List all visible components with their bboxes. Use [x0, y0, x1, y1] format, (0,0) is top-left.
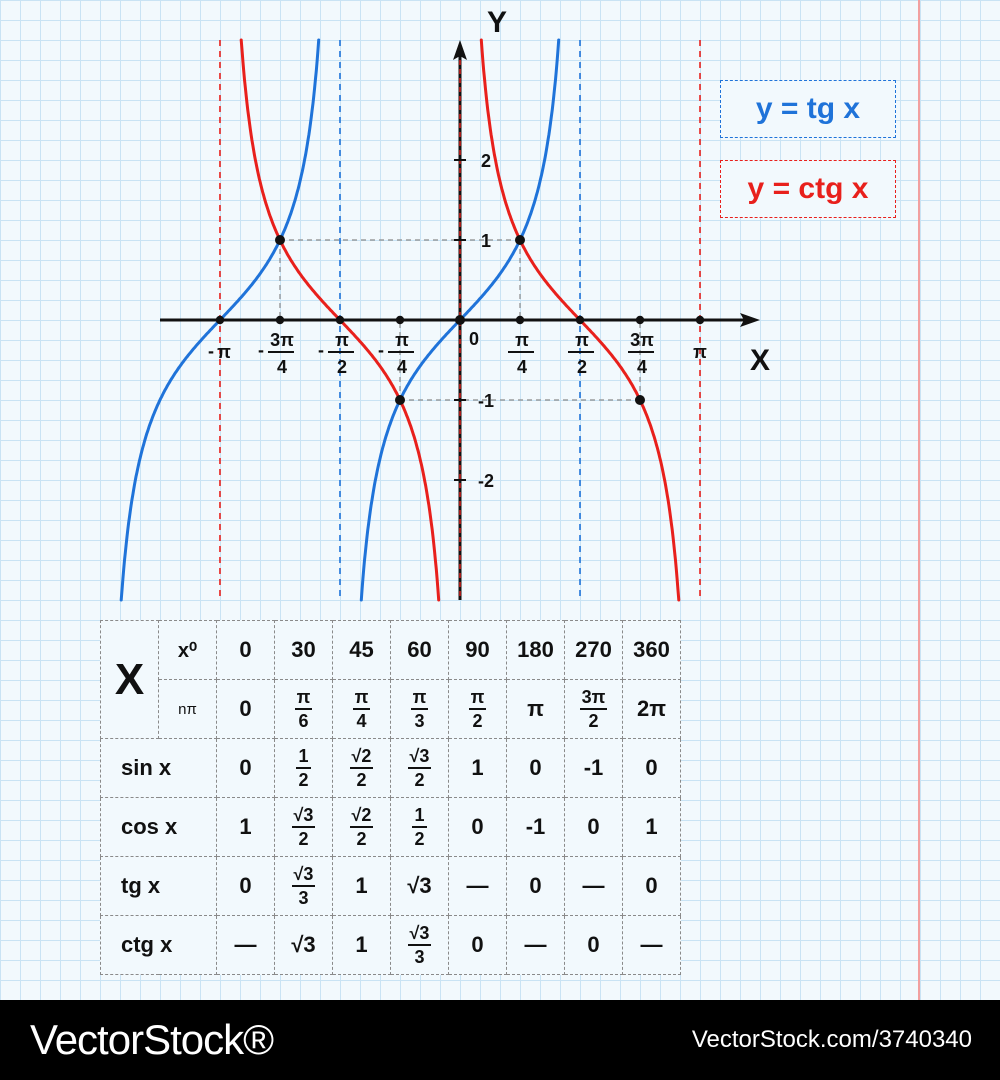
degree-cell: 360	[623, 621, 681, 680]
fraction-denominator: 2	[356, 770, 367, 790]
fraction	[353, 688, 371, 730]
cell-value: -1	[583, 755, 604, 780]
value-cell	[333, 739, 391, 798]
cell-value: 0	[587, 814, 600, 839]
fraction-denominator: 6	[298, 711, 309, 731]
fraction-numerator: √3	[408, 924, 432, 946]
x-tick-label-num-3: π	[395, 330, 409, 350]
fraction	[295, 688, 313, 730]
cell-value: 0	[587, 932, 600, 957]
radian-cell	[217, 680, 275, 739]
cell-value: 1	[239, 814, 252, 839]
fraction	[469, 688, 487, 730]
x-tick-dot-6	[576, 316, 584, 324]
value-cell	[391, 857, 449, 916]
value-cell	[507, 916, 565, 975]
fraction	[580, 688, 608, 730]
table-row	[101, 857, 681, 916]
x-tick-label-den-5: 4	[516, 357, 528, 377]
legend-ctg	[720, 160, 896, 218]
radian-cell	[623, 680, 681, 739]
value-cell	[623, 798, 681, 857]
x-tick-label-sign-3: -	[377, 340, 384, 360]
value-cell	[391, 798, 449, 857]
radian-cell	[333, 680, 391, 739]
fraction-numerator: √3	[408, 747, 432, 769]
value-cell	[623, 857, 681, 916]
fraction	[350, 806, 374, 848]
value-cell	[217, 916, 275, 975]
cell-value: 0	[645, 755, 658, 780]
fraction-numerator: π	[353, 688, 371, 710]
fraction-denominator: 2	[414, 770, 425, 790]
cell-value: 0	[471, 932, 484, 957]
x-tick-dot-1	[276, 316, 284, 324]
x-tick-label-den-6: 2	[577, 357, 588, 377]
value-cell	[333, 857, 391, 916]
fraction-denominator: 4	[356, 711, 367, 731]
cell-value: √3	[291, 932, 316, 957]
cell-value: 0	[529, 873, 542, 898]
fraction-numerator: √2	[350, 806, 374, 828]
x-tick-label-den-1: 4	[276, 357, 287, 377]
value-cell	[217, 857, 275, 916]
value-cell	[507, 857, 565, 916]
x-tick-label-num-2: π	[335, 330, 349, 350]
cell-value: 2π	[636, 696, 667, 721]
degree-cell: 0	[217, 621, 275, 680]
x-tick-label-num-0: π	[217, 342, 231, 362]
x-tick-label-num-1: 3π	[270, 330, 294, 350]
x-tick-dot-3	[396, 316, 404, 324]
intersection-point-1	[515, 235, 525, 245]
table-row-radians	[101, 680, 681, 739]
row-label-cell: sin x	[101, 739, 217, 798]
x-tick-label-num-5: π	[515, 330, 529, 350]
value-cell	[449, 798, 507, 857]
y-axis-label: Y	[486, 6, 508, 39]
value-cell	[507, 798, 565, 857]
row-label-cell: ctg x	[101, 916, 217, 975]
value-cell	[333, 916, 391, 975]
fraction-denominator: 2	[414, 829, 425, 849]
degree-cell: 60	[391, 621, 449, 680]
value-cell	[391, 739, 449, 798]
radian-cell	[391, 680, 449, 739]
x-tick-dot-7	[636, 316, 644, 324]
cell-value: —	[640, 932, 663, 957]
value-cell	[623, 916, 681, 975]
fraction-denominator: 2	[356, 829, 367, 849]
cell-value: 0	[239, 696, 252, 721]
fraction	[408, 747, 432, 789]
intersection-point-2	[395, 395, 405, 405]
cell-value: -1	[525, 814, 546, 839]
row-label-cell: tg x	[101, 857, 217, 916]
fraction-numerator: 1	[412, 806, 426, 828]
radian-cell	[275, 680, 333, 739]
vectorstock-logo: VectorStock®	[30, 1016, 274, 1063]
radian-label-cell: nπ	[159, 680, 217, 739]
fraction-denominator: 3	[414, 947, 425, 967]
x-tick-dot-8	[696, 316, 704, 324]
fraction	[292, 865, 316, 907]
cell-value: —	[582, 873, 605, 898]
value-cell	[565, 916, 623, 975]
fraction-numerator: 3π	[580, 688, 608, 710]
fraction-numerator: π	[295, 688, 313, 710]
cell-value: 1	[355, 873, 368, 898]
radian-cell	[507, 680, 565, 739]
footer-banner	[0, 1000, 1000, 1080]
x-tick-label-num-8: π	[693, 342, 707, 362]
x-tick-label-num-7: 3π	[630, 330, 654, 350]
x-tick-label-sign-2: -	[317, 340, 324, 360]
cell-value: 0	[645, 873, 658, 898]
intersection-point-0	[275, 235, 285, 245]
degree-cell: 180	[507, 621, 565, 680]
fraction-numerator: π	[469, 688, 487, 710]
fraction-denominator: 2	[588, 711, 599, 731]
table-row	[101, 916, 681, 975]
fraction-numerator: √2	[350, 747, 374, 769]
table-row-degrees	[101, 621, 681, 680]
cell-value: 1	[471, 755, 484, 780]
fraction	[296, 747, 310, 789]
cell-value: 1	[355, 932, 368, 957]
cell-value: √3	[407, 873, 432, 898]
value-cell	[275, 916, 333, 975]
cell-value: 0	[529, 755, 542, 780]
cell-value: —	[466, 873, 489, 898]
value-cell	[275, 857, 333, 916]
x-tick-dot-0	[216, 316, 224, 324]
degree-cell: 90	[449, 621, 507, 680]
table-row	[101, 798, 681, 857]
value-cell	[449, 857, 507, 916]
x-tick-dot-2	[336, 316, 344, 324]
fraction-denominator: 3	[414, 711, 425, 731]
fraction-denominator: 2	[298, 829, 309, 849]
x-tick-label-num-6: π	[575, 330, 589, 350]
legend-ctg-label: y = ctg x	[747, 172, 869, 205]
cell-value: 0	[471, 814, 484, 839]
cell-value: 0	[239, 873, 252, 898]
trig-values-table	[100, 620, 681, 975]
x-tick-label-sign-0: -	[207, 341, 214, 361]
value-cell	[275, 739, 333, 798]
x-tick-label-den-7: 4	[637, 357, 648, 377]
y-tick-label-3: -2	[477, 471, 495, 491]
fraction-denominator: 2	[298, 770, 309, 790]
cell-value: —	[524, 932, 547, 957]
value-cell	[565, 739, 623, 798]
x-tick-label-den-3: 4	[396, 357, 408, 377]
degree-label-cell: x⁰	[159, 621, 217, 680]
fraction-numerator: π	[411, 688, 429, 710]
x-tick-label-zero: 0	[468, 329, 480, 349]
value-cell	[565, 798, 623, 857]
legend-tg-label: y = tg x	[755, 92, 861, 125]
x-tick-dot-5	[516, 316, 524, 324]
degree-cell: 30	[275, 621, 333, 680]
intersection-point-4	[455, 315, 465, 325]
fraction	[412, 806, 426, 848]
value-cell	[217, 739, 275, 798]
fraction-numerator: √3	[292, 806, 316, 828]
x-tick-label-den-2: 2	[336, 357, 347, 377]
radian-cell	[449, 680, 507, 739]
row-label-cell: cos x	[101, 798, 217, 857]
value-cell	[449, 739, 507, 798]
image-reference: VectorStock.com/3740340	[691, 1026, 972, 1053]
x-tick-label-sign-1: -	[257, 340, 264, 360]
value-cell	[275, 798, 333, 857]
fraction	[350, 747, 374, 789]
intersection-point-3	[635, 395, 645, 405]
value-cell	[391, 916, 449, 975]
y-tick-label-2: -1	[477, 391, 495, 411]
cell-value: —	[234, 932, 257, 957]
legend-tg	[720, 80, 896, 138]
fraction-denominator: 3	[298, 888, 309, 908]
table-row	[101, 739, 681, 798]
degree-cell: 270	[565, 621, 623, 680]
value-cell	[217, 798, 275, 857]
value-cell	[565, 857, 623, 916]
fraction	[292, 806, 316, 848]
fraction-denominator: 2	[472, 711, 483, 731]
value-cell	[623, 739, 681, 798]
cell-value: π	[527, 696, 544, 721]
value-cell	[507, 739, 565, 798]
fraction	[411, 688, 429, 730]
x-header-cell: X	[101, 621, 159, 739]
value-cell	[333, 798, 391, 857]
x-axis-label: X	[749, 344, 771, 377]
degree-cell: 45	[333, 621, 391, 680]
cell-value: 0	[239, 755, 252, 780]
radian-cell	[565, 680, 623, 739]
fraction	[408, 924, 432, 966]
y-tick-label-1: 1	[480, 231, 492, 251]
fraction-numerator: 1	[296, 747, 310, 769]
y-tick-label-0: 2	[480, 151, 492, 171]
fraction-numerator: √3	[292, 865, 316, 887]
cell-value: 1	[645, 814, 658, 839]
value-cell	[449, 916, 507, 975]
